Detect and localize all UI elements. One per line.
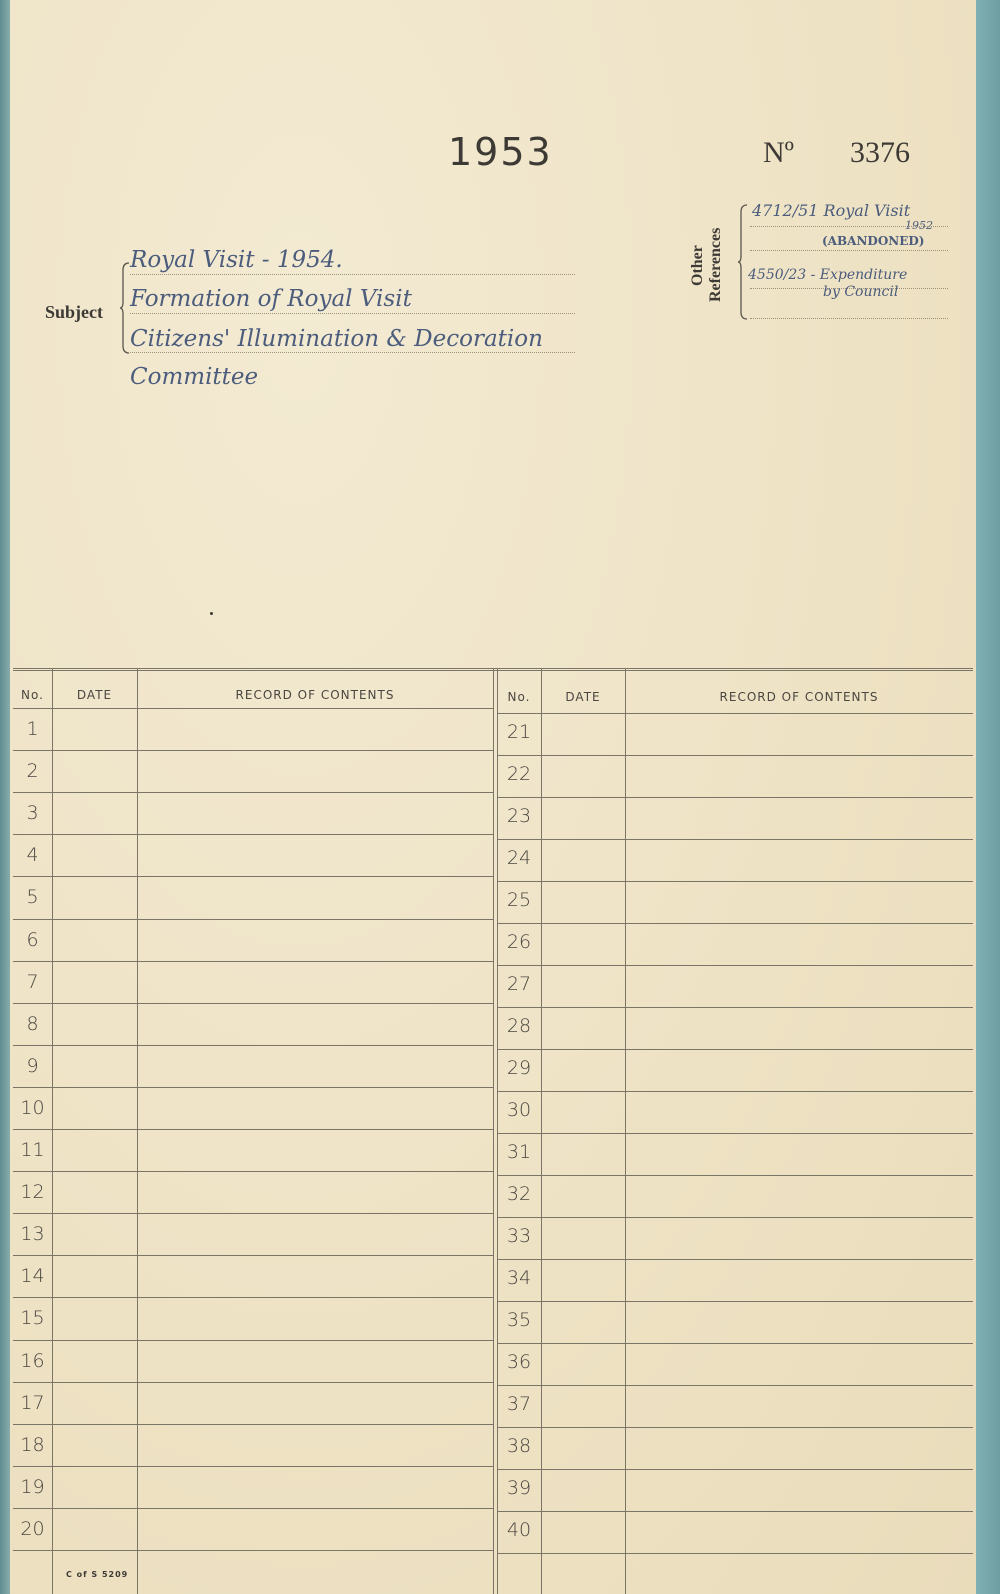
row-number-left: 3 — [26, 802, 39, 824]
form-code: C of S 5209 — [66, 1570, 129, 1579]
row-number-right: 37 — [506, 1393, 532, 1415]
row-number-right: 26 — [506, 931, 532, 953]
row-rule-right — [497, 923, 973, 924]
reference-rule-2 — [750, 250, 948, 251]
row-rule-left — [13, 1213, 493, 1214]
reference-1-line2: 1952 — [905, 219, 933, 232]
row-rule-right — [497, 1301, 973, 1302]
row-rule-left — [13, 1045, 493, 1046]
row-number-left: 5 — [26, 886, 39, 908]
row-rule-left — [13, 919, 493, 920]
row-number-left: 11 — [20, 1139, 45, 1161]
reference-2-line1: 4550/23 - Expenditure — [748, 267, 908, 283]
row-number-left: 4 — [26, 844, 39, 866]
row-rule-right — [497, 755, 973, 756]
subject-line-3: Citizens' Illumination & Decoration — [130, 326, 543, 352]
row-number-right: 40 — [506, 1519, 532, 1541]
row-rule-left — [13, 1466, 493, 1467]
row-rule-right — [497, 1007, 973, 1008]
row-rule-left — [13, 1087, 493, 1088]
reference-rule-4 — [750, 318, 948, 319]
file-year: 1953 — [448, 130, 553, 174]
row-rule-left — [13, 1424, 493, 1425]
folder-spine-right — [976, 0, 1000, 1594]
reference-2-line2: by Council — [823, 284, 899, 300]
col-divider-date-left — [137, 668, 138, 1594]
row-rule-right — [497, 1343, 973, 1344]
subject-rule-2 — [130, 313, 575, 314]
row-rule-left — [13, 1508, 493, 1509]
row-rule-left — [13, 1340, 493, 1341]
header-date-right: DATE — [565, 690, 601, 704]
row-rule-right — [497, 1511, 973, 1512]
record-of-contents-table — [13, 668, 973, 1594]
row-rule-right — [497, 839, 973, 840]
subject-line-4: Committee — [130, 364, 259, 390]
row-rule-left — [13, 1297, 493, 1298]
row-number-left: 17 — [20, 1392, 45, 1414]
row-number-left: 12 — [20, 1181, 45, 1203]
references-brace — [738, 204, 748, 320]
header-record-left: RECORD OF CONTENTS — [235, 688, 395, 702]
row-number-left: 9 — [26, 1055, 39, 1077]
row-number-right: 24 — [506, 847, 532, 869]
row-number-right: 23 — [506, 805, 532, 827]
reference-1-line1: 4712/51 Royal Visit — [752, 201, 911, 220]
file-number-label: Nº — [763, 136, 794, 169]
row-number-right: 34 — [506, 1267, 532, 1289]
row-number-right: 31 — [506, 1141, 532, 1163]
header-record-right: RECORD OF CONTENTS — [719, 690, 879, 704]
col-divider-center-a — [493, 668, 494, 1594]
row-number-right: 36 — [506, 1351, 532, 1373]
col-divider-no-right — [541, 668, 542, 1594]
header-no-left: No. — [21, 688, 44, 702]
file-number: 3376 — [850, 136, 910, 169]
row-number-left: 14 — [20, 1265, 45, 1287]
row-rule-left — [13, 1255, 493, 1256]
other-references-label — [682, 214, 734, 304]
subject-rule-1 — [130, 274, 575, 275]
row-number-left: 16 — [20, 1350, 45, 1372]
row-number-right: 33 — [506, 1225, 532, 1247]
col-divider-date-right — [625, 668, 626, 1594]
other-references-label-line2: References — [707, 227, 724, 302]
row-rule-left — [13, 708, 493, 709]
row-rule-left — [13, 834, 493, 835]
row-rule-left — [13, 1550, 493, 1551]
reference-1-line3: (ABANDONED) — [822, 234, 925, 248]
row-number-left: 1 — [26, 718, 39, 740]
row-rule-right — [497, 881, 973, 882]
other-references-label-line1: Other — [689, 245, 706, 286]
row-number-right: 39 — [506, 1477, 532, 1499]
subject-rule-3 — [130, 352, 575, 353]
row-rule-right — [497, 713, 973, 714]
row-number-left: 18 — [20, 1434, 45, 1456]
row-number-left: 8 — [26, 1013, 39, 1035]
row-rule-left — [13, 792, 493, 793]
subject-brace — [120, 262, 130, 354]
col-divider-no-left — [52, 668, 53, 1594]
subject-line-2: Formation of Royal Visit — [130, 286, 412, 312]
row-rule-right — [497, 1133, 973, 1134]
header-no-right: No. — [507, 690, 531, 704]
row-rule-right — [497, 1469, 973, 1470]
row-rule-left — [13, 750, 493, 751]
row-number-left: 2 — [26, 760, 39, 782]
row-rule-right — [497, 1259, 973, 1260]
row-number-right: 35 — [506, 1309, 532, 1331]
row-number-left: 20 — [20, 1518, 45, 1540]
row-number-right: 21 — [506, 721, 532, 743]
row-number-left: 6 — [26, 929, 39, 951]
row-rule-left — [13, 1129, 493, 1130]
row-number-right: 29 — [506, 1057, 532, 1079]
row-number-right: 30 — [506, 1099, 532, 1121]
row-number-right: 25 — [506, 889, 532, 911]
row-rule-right — [497, 965, 973, 966]
row-number-right: 32 — [506, 1183, 532, 1205]
row-rule-right — [497, 1091, 973, 1092]
row-number-left: 19 — [20, 1476, 45, 1498]
row-rule-left — [13, 1171, 493, 1172]
row-number-left: 7 — [26, 971, 39, 993]
row-rule-right — [497, 1175, 973, 1176]
row-number-right: 28 — [506, 1015, 532, 1037]
row-rule-right — [497, 1553, 973, 1554]
row-number-right: 38 — [506, 1435, 532, 1457]
row-rule-left — [13, 1003, 493, 1004]
subject-label: Subject — [45, 302, 103, 322]
subject-line-1: Royal Visit - 1954. — [130, 247, 343, 273]
row-number-left: 15 — [20, 1307, 45, 1329]
row-rule-right — [497, 1385, 973, 1386]
header-date-left: DATE — [76, 688, 113, 702]
row-rule-right — [497, 797, 973, 798]
row-number-right: 27 — [506, 973, 532, 995]
row-rule-left — [13, 1382, 493, 1383]
row-rule-right — [497, 1427, 973, 1428]
row-number-right: 22 — [506, 763, 532, 785]
row-number-left: 13 — [20, 1223, 45, 1245]
row-rule-left — [13, 961, 493, 962]
row-number-left: 10 — [20, 1097, 45, 1119]
row-rule-left — [13, 876, 493, 877]
ink-spot — [210, 612, 213, 615]
row-rule-right — [497, 1217, 973, 1218]
row-rule-right — [497, 1049, 973, 1050]
